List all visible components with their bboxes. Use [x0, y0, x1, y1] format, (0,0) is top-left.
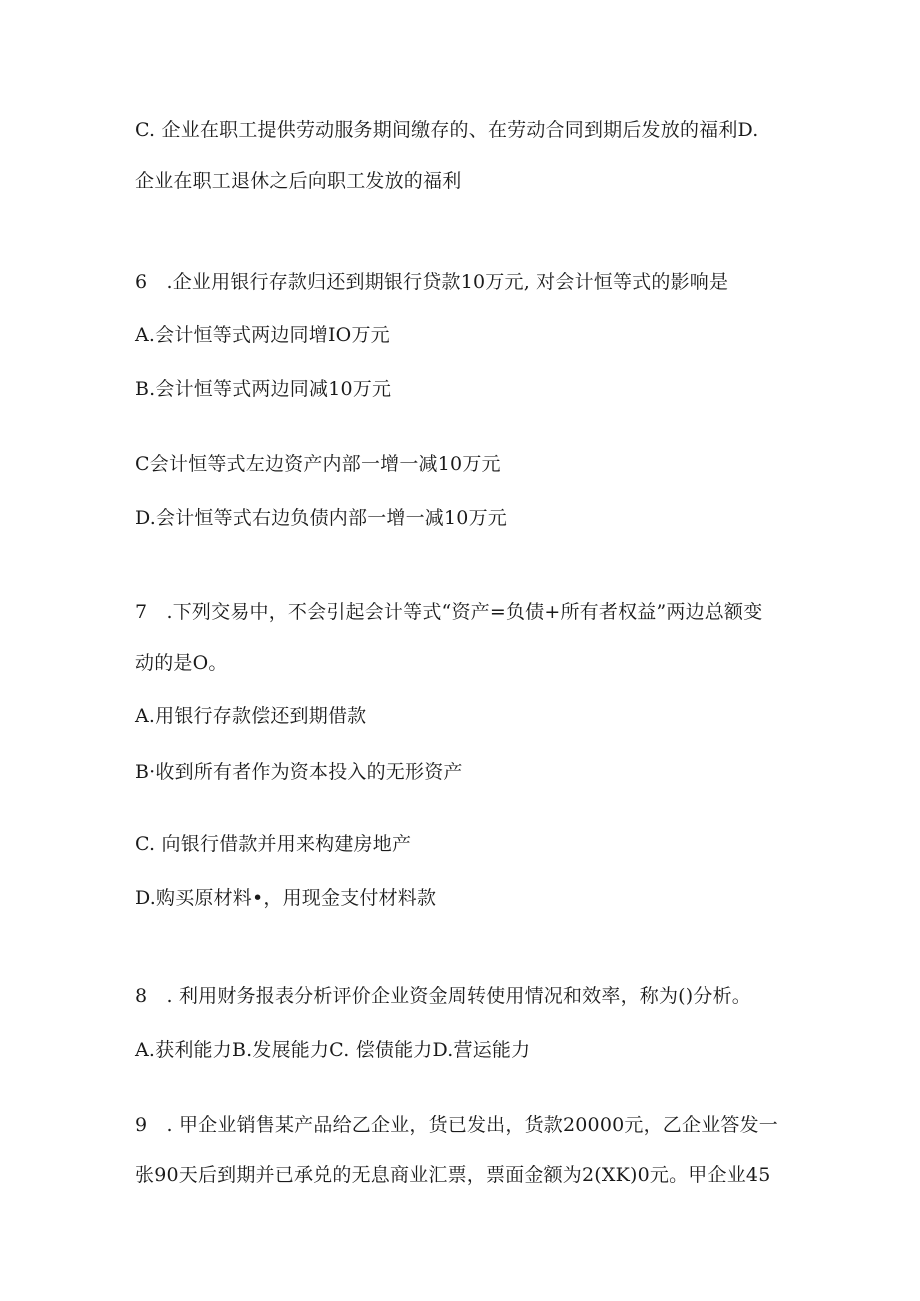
q9-stem-line2: 张90天后到期并已承兑的无息商业汇票，票面金额为2(XK)0元。甲企业45 — [135, 1164, 771, 1186]
q6-option-c: C会计恒等式左边资产内部一增一减10万元 — [135, 453, 501, 475]
q9-stem-line1: 9 . 甲企业销售某产品给乙企业，货已发出，货款20000元，乙企业答发一 — [135, 1114, 779, 1136]
q6-option-a: A.会计恒等式两边同增IO万元 — [135, 324, 390, 346]
q8-stem: 8 . 利用财务报表分析评价企业资金周转使用情况和效率，称为()分析。 — [135, 985, 751, 1007]
q7-option-c: C. 向银行借款并用来构建房地产 — [135, 833, 412, 855]
q7-stem-line1: 7 .下列交易中，不会引起会计等式“资产=负债+所有者权益”两边总额变 — [135, 601, 763, 623]
q5-option-d-line2: 企业在职工退休之后向职工发放的福利 — [135, 170, 462, 192]
q5-option-c-d-line1: C. 企业在职工提供劳动服务期间缴存的、在劳动合同到期后发放的福利D. — [135, 119, 759, 141]
q6-option-b: B.会计恒等式两边同减10万元 — [135, 378, 392, 400]
q7-stem-line2: 动的是O。 — [135, 652, 228, 674]
q7-option-d: D.购买原材料•，用现金支付材料款 — [135, 887, 437, 909]
q6-option-d: D.会计恒等式右边负债内部一增一减10万元 — [135, 507, 507, 529]
q6-stem: 6 .企业用银行存款归还到期银行贷款10万元, 对会计恒等式的影响是 — [135, 271, 729, 293]
q8-options: A.获利能力B.发展能力C. 偿债能力D.营运能力 — [135, 1039, 531, 1061]
q7-option-b: B·收到所有者作为资本投入的无形资产 — [135, 761, 463, 783]
q7-option-a: A.用银行存款偿还到期借款 — [135, 705, 367, 727]
